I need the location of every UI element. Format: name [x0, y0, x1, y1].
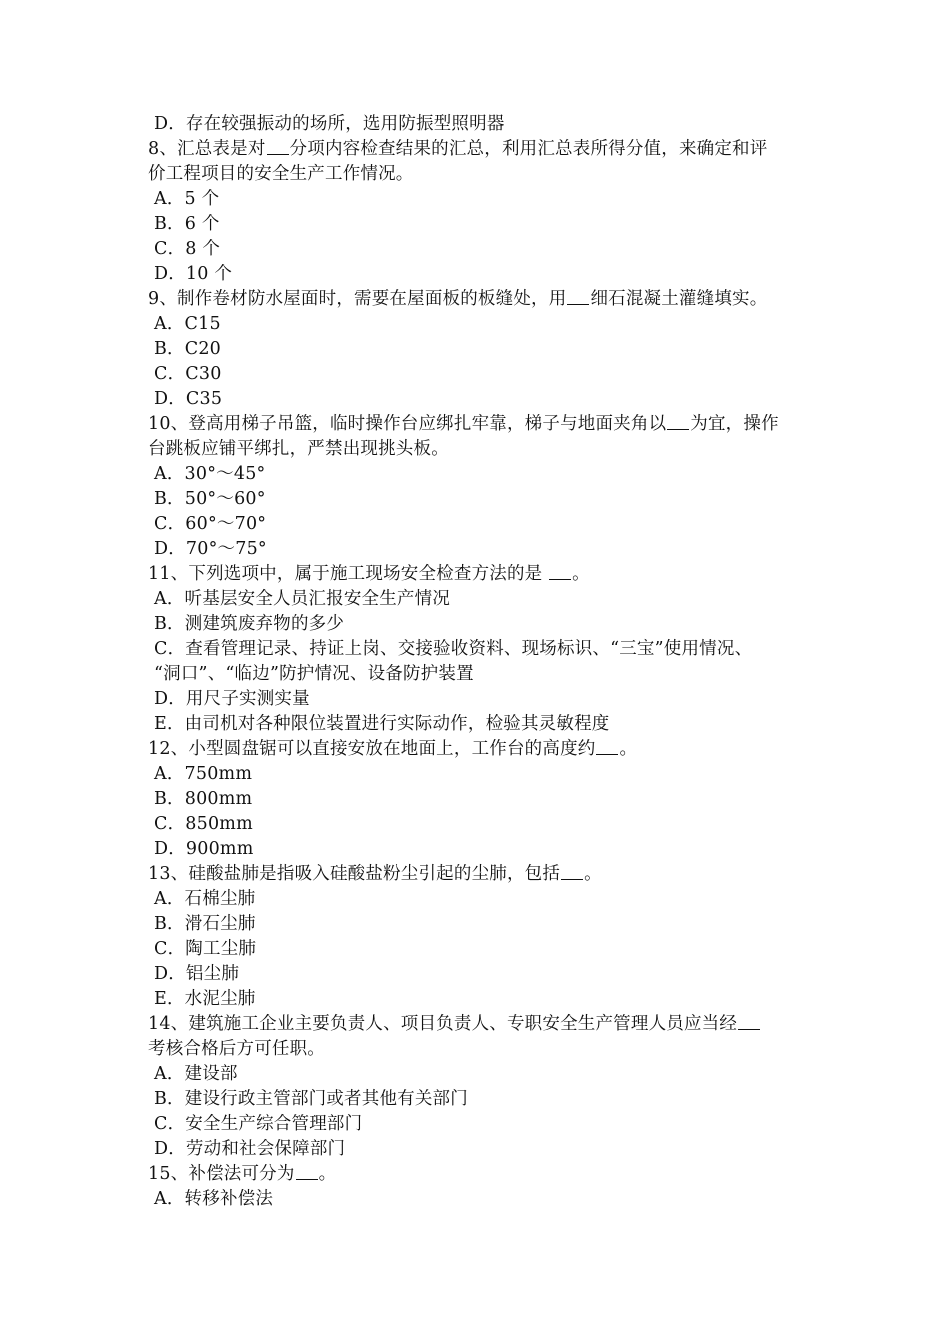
- answer-option: A．转移补偿法: [154, 1189, 274, 1209]
- answer-option: B．6 个: [154, 214, 220, 234]
- question-text-part: 细石混凝土灌缝填实。: [590, 289, 768, 309]
- answer-option: D．70°～75°: [154, 539, 267, 559]
- answer-option: C．60°～70°: [154, 514, 267, 534]
- answer-blank: [267, 138, 289, 155]
- answer-option: B．测建筑废弃物的多少: [154, 614, 345, 634]
- answer-option: B．50°～60°: [154, 489, 266, 509]
- answer-option: D．存在较强振动的场所，选用防振型照明器: [154, 114, 505, 134]
- answer-option: D．劳动和社会保障部门: [154, 1139, 346, 1159]
- question-text: [148, 287, 818, 312]
- question-text-part: 15、补偿法可分为: [148, 1164, 295, 1184]
- question-text: [148, 412, 818, 437]
- question-text-part: 9、制作卷材防水屋面时，需要在屋面板的板缝处，用: [148, 289, 567, 309]
- answer-option: C．陶工尘肺: [154, 939, 257, 959]
- answer-option: D．铝尘肺: [154, 964, 240, 984]
- answer-option: A．30°～45°: [154, 464, 266, 484]
- question-text: [148, 562, 818, 587]
- answer-option: C．安全生产综合管理部门: [154, 1114, 363, 1134]
- answer-option: “洞口”、“临边”防护情况、设备防护装置: [154, 664, 474, 684]
- answer-option: E．水泥尘肺: [154, 989, 256, 1009]
- answer-option: A．建设部: [154, 1064, 238, 1084]
- answer-blank: [596, 738, 618, 755]
- question-text-part: 13、硅酸盐肺是指吸入硅酸盐粉尘引起的尘肺，包括: [148, 864, 561, 884]
- answer-option: B．建设行政主管部门或者其他有关部门: [154, 1089, 468, 1109]
- question-text-part: 8、汇总表是对: [148, 139, 266, 159]
- answer-option: A．C15: [154, 314, 221, 334]
- question-text-part: 。: [584, 864, 602, 884]
- question-text-part: 。: [619, 739, 638, 759]
- answer-option: B．C20: [154, 339, 222, 359]
- answer-blank: [296, 1163, 318, 1180]
- answer-blank: [561, 863, 583, 880]
- question-text: [148, 1162, 818, 1187]
- answer-blank: [738, 1013, 760, 1030]
- answer-blank: [667, 413, 689, 430]
- answer-blank: [549, 563, 571, 580]
- answer-option: B．800mm: [154, 789, 253, 809]
- answer-option: A．5 个: [154, 189, 220, 209]
- question-text-part: 为宜，操作: [690, 414, 779, 434]
- answer-option: C．查看管理记录、持证上岗、交接验收资料、现场标识、“三宝”使用情况、: [154, 639, 753, 659]
- answer-option: A．750mm: [154, 764, 253, 784]
- question-text-part: 14、建筑施工企业主要负责人、项目负责人、专职安全生产管理人员应当经: [148, 1014, 738, 1034]
- answer-option: C．850mm: [154, 814, 253, 834]
- answer-blank: [567, 288, 589, 305]
- question-text-part: 12、小型圆盘锯可以直接安放在地面上，工作台的高度约: [148, 739, 596, 759]
- question-text: [148, 737, 818, 762]
- answer-option: C．8 个: [154, 239, 221, 259]
- answer-option: D．10 个: [154, 264, 233, 284]
- answer-option: C．C30: [154, 364, 222, 384]
- document-page: [148, 112, 818, 1212]
- answer-option: A．石棉尘肺: [154, 889, 256, 909]
- answer-option: D．900mm: [154, 839, 254, 859]
- question-text: [148, 1012, 818, 1037]
- question-text-part: 10、登高用梯子吊篮，临时操作台应绑扎牢靠，梯子与地面夹角以: [148, 414, 667, 434]
- question-text-continued: 考核合格后方可任职。: [148, 1039, 325, 1059]
- question-text-part: 11、下列选项中，属于施工现场安全检查方法的是: [148, 564, 549, 584]
- question-text-part: 。: [318, 1164, 337, 1184]
- answer-option: A．听基层安全人员汇报安全生产情况: [154, 589, 451, 609]
- answer-option: D．用尺子实测实量: [154, 689, 310, 709]
- question-text-continued: 价工程项目的安全生产工作情况。: [148, 164, 414, 184]
- question-text-continued: 台跳板应铺平绑扎，严禁出现挑头板。: [148, 439, 449, 459]
- question-text: [148, 137, 818, 162]
- answer-option: E．由司机对各种限位装置进行实际动作，检验其灵敏程度: [154, 714, 610, 734]
- question-text-part: 分项内容检查结果的汇总，利用汇总表所得分值，来确定和评: [289, 139, 768, 159]
- answer-option: B．滑石尘肺: [154, 914, 256, 934]
- question-text-part: 。: [572, 564, 590, 584]
- answer-option: D．C35: [154, 389, 223, 409]
- question-text: [148, 862, 818, 887]
